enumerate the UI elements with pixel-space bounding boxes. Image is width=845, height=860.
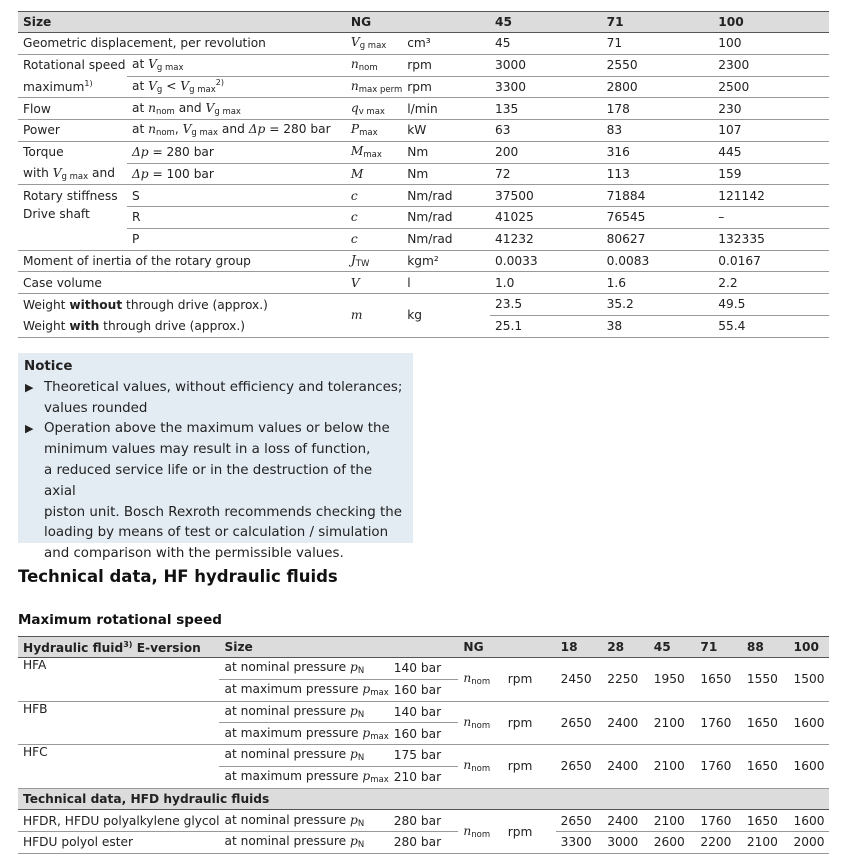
subsection-title: Maximum rotational speed bbox=[18, 612, 222, 628]
row-symbol: $J_{TW}$ bbox=[346, 250, 402, 272]
pressure-value: 280 bar bbox=[389, 832, 459, 854]
table-row bbox=[18, 832, 829, 854]
row-symbol: m bbox=[346, 294, 402, 338]
pressure-value: 160 bar bbox=[389, 679, 459, 701]
cell-value: 178 bbox=[602, 98, 714, 120]
table-row bbox=[18, 54, 829, 76]
row-unit: Nm/rad bbox=[402, 207, 490, 229]
row-unit: kgm² bbox=[402, 250, 490, 272]
cell-value: 3000 bbox=[490, 54, 602, 76]
cell-value: 1760 bbox=[695, 701, 742, 745]
cell-value: 1600 bbox=[789, 701, 830, 745]
speed-symbol: $n_{nom}$ bbox=[458, 810, 502, 854]
row-unit: Nm bbox=[402, 141, 490, 163]
row-label: Drive shaft bbox=[23, 206, 90, 221]
speed-symbol: $n_{nom}$ bbox=[458, 658, 502, 702]
pressure-label: at nominal pressure $p_N$ bbox=[219, 810, 388, 832]
cell-value: 2200 bbox=[695, 832, 742, 854]
cell-value: 37500 bbox=[490, 185, 602, 207]
cell-value: 1550 bbox=[742, 658, 789, 702]
fluid-name: HFDR, HFDU polyalkylene glycol bbox=[18, 810, 219, 832]
row-label: maximum$^{1)}$ bbox=[18, 76, 127, 98]
table-row bbox=[18, 33, 829, 55]
cell-value: 25.1 bbox=[490, 315, 602, 337]
header-col: 18 bbox=[556, 637, 603, 658]
table-row bbox=[18, 163, 829, 185]
cell-value: 38 bbox=[602, 315, 714, 337]
cell-value: 0.0167 bbox=[713, 250, 829, 272]
pressure-value: 160 bar bbox=[389, 723, 459, 745]
notice-line: loading by means of test or calculation / simulation bbox=[44, 525, 389, 541]
row-condition: S bbox=[127, 185, 346, 207]
pressure-label: at maximum pressure $p_{max}$ bbox=[219, 723, 388, 745]
row-unit: Nm bbox=[402, 163, 490, 185]
cell-value: 2650 bbox=[556, 810, 603, 832]
table-row bbox=[18, 250, 829, 272]
cell-value: 159 bbox=[713, 163, 829, 185]
cell-value: 71 bbox=[602, 33, 714, 55]
cell-value: 76545 bbox=[602, 207, 714, 229]
header-size: Size bbox=[219, 637, 458, 658]
cell-value: 80627 bbox=[602, 228, 714, 250]
row-condition: Δp = 100 bar bbox=[127, 163, 346, 185]
row-condition: Δp = 280 bar bbox=[127, 141, 346, 163]
row-symbol: c bbox=[346, 228, 402, 250]
displacement-data-table bbox=[18, 11, 829, 338]
row-label: Rotary stiffness bbox=[23, 188, 118, 203]
notice-line: and comparison with the permissible values. bbox=[44, 546, 344, 562]
fluid-name: HFC bbox=[18, 745, 219, 789]
cell-value: 0.0033 bbox=[490, 250, 602, 272]
pressure-label: at nominal pressure $p_N$ bbox=[219, 745, 388, 767]
table-row bbox=[18, 207, 829, 229]
table-row bbox=[18, 185, 829, 207]
cell-value: 100 bbox=[713, 33, 829, 55]
cell-value: 1.6 bbox=[602, 272, 714, 294]
cell-value: 49.5 bbox=[713, 294, 829, 316]
notice-line: Operation above the maximum values or below the bbox=[44, 421, 390, 437]
fluid-name: HFDU polyol ester bbox=[18, 832, 219, 854]
table-row bbox=[18, 120, 829, 142]
cell-value: 2100 bbox=[649, 701, 696, 745]
cell-value: 3300 bbox=[490, 76, 602, 98]
header-col: 100 bbox=[789, 637, 830, 658]
row-label: Moment of inertia of the rotary group bbox=[18, 250, 346, 272]
pressure-label: at nominal pressure $p_N$ bbox=[219, 832, 388, 854]
cell-value: 1500 bbox=[789, 658, 830, 702]
cell-value: 23.5 bbox=[490, 294, 602, 316]
table-subheader-row bbox=[18, 788, 829, 810]
header-45: 45 bbox=[490, 12, 602, 33]
cell-value: 2650 bbox=[556, 701, 603, 745]
bullet-triangle-icon: ▶ bbox=[25, 422, 34, 436]
notice-line: a reduced service life or in the destruction of the axial bbox=[44, 462, 373, 499]
row-label: Weight without through drive (approx.) bbox=[23, 297, 268, 312]
row-label: with $V_{g max}$ and bbox=[18, 163, 127, 185]
section-title: Technical data, HF hydraulic fluids bbox=[18, 567, 338, 586]
cell-value: 2500 bbox=[713, 76, 829, 98]
row-unit: rpm bbox=[402, 76, 490, 98]
row-condition: P bbox=[127, 228, 346, 250]
cell-value: 107 bbox=[713, 120, 829, 142]
table-header-row bbox=[18, 12, 829, 33]
cell-value: 0.0083 bbox=[602, 250, 714, 272]
row-label-empty bbox=[18, 228, 127, 250]
cell-value: 2800 bbox=[602, 76, 714, 98]
cell-value: 1760 bbox=[695, 745, 742, 789]
cell-value: 2250 bbox=[602, 658, 649, 702]
notice-item bbox=[24, 378, 407, 420]
header-ng: NG bbox=[458, 637, 555, 658]
cell-value: 41232 bbox=[490, 228, 602, 250]
pressure-label: at maximum pressure $p_{max}$ bbox=[219, 766, 388, 788]
row-label: Weight with through drive (approx.) bbox=[18, 315, 346, 337]
row-unit: kW bbox=[402, 120, 490, 142]
speed-unit: rpm bbox=[503, 745, 556, 789]
notice-box bbox=[18, 353, 413, 562]
cell-value: 2400 bbox=[602, 745, 649, 789]
cell-value: 1950 bbox=[649, 658, 696, 702]
cell-value: 2400 bbox=[602, 701, 649, 745]
notice-line: minimum values may result in a loss of function, bbox=[44, 442, 371, 458]
speed-symbol: $n_{nom}$ bbox=[458, 745, 502, 789]
cell-value: 63 bbox=[490, 120, 602, 142]
speed-symbol: $n_{nom}$ bbox=[458, 701, 502, 745]
row-symbol: c bbox=[346, 185, 402, 207]
hfd-title: Technical data, HFD hydraulic fluids bbox=[18, 788, 829, 810]
cell-value: 2.2 bbox=[713, 272, 829, 294]
row-symbol: V bbox=[346, 272, 402, 294]
cell-value: 1.0 bbox=[490, 272, 602, 294]
speed-unit: rpm bbox=[503, 658, 556, 702]
pressure-value: 280 bar bbox=[389, 810, 459, 832]
row-label: Geometric displacement, per revolution bbox=[18, 33, 346, 55]
cell-value: 2600 bbox=[649, 832, 696, 854]
cell-value: 35.2 bbox=[602, 294, 714, 316]
cell-value: 445 bbox=[713, 141, 829, 163]
cell-value: 2100 bbox=[649, 745, 696, 789]
row-symbol: $n_{max perm}$ bbox=[346, 76, 402, 98]
pressure-value: 140 bar bbox=[389, 701, 459, 723]
table-row bbox=[18, 658, 829, 680]
row-unit: Nm/rad bbox=[402, 185, 490, 207]
row-condition: at $V_g < V_{g max}^{2)}$ bbox=[127, 76, 346, 98]
table-row bbox=[18, 141, 829, 163]
table-row bbox=[18, 810, 829, 832]
speed-unit: rpm bbox=[503, 810, 556, 854]
row-condition: at $n_{nom}$ and $V_{g max}$ bbox=[127, 98, 346, 120]
header-ng: NG bbox=[346, 12, 490, 33]
cell-value: 2550 bbox=[602, 54, 714, 76]
cell-value: 113 bbox=[602, 163, 714, 185]
fluid-name: HFA bbox=[18, 658, 219, 702]
cell-value: – bbox=[713, 207, 829, 229]
pressure-label: at nominal pressure $p_N$ bbox=[219, 658, 388, 680]
row-unit: l/min bbox=[402, 98, 490, 120]
cell-value: 2400 bbox=[602, 810, 649, 832]
row-symbol: $P_{max}$ bbox=[346, 120, 402, 142]
cell-value: 121142 bbox=[713, 185, 829, 207]
cell-value: 132335 bbox=[713, 228, 829, 250]
table-row bbox=[18, 272, 829, 294]
row-label: Torque bbox=[23, 145, 64, 160]
table-row bbox=[18, 76, 829, 98]
row-symbol: M bbox=[346, 163, 402, 185]
row-symbol: $n_{nom}$ bbox=[346, 54, 402, 76]
bullet-triangle-icon: ▶ bbox=[25, 380, 34, 394]
header-100: 100 bbox=[713, 12, 829, 33]
cell-value: 41025 bbox=[490, 207, 602, 229]
cell-value: 200 bbox=[490, 141, 602, 163]
row-unit: rpm bbox=[402, 54, 490, 76]
cell-value: 1650 bbox=[695, 658, 742, 702]
row-unit: kg bbox=[402, 294, 490, 338]
row-unit: l bbox=[402, 272, 490, 294]
header-col: 45 bbox=[649, 637, 696, 658]
speed-unit: rpm bbox=[503, 701, 556, 745]
cell-value: 3300 bbox=[556, 832, 603, 854]
table-row bbox=[18, 701, 829, 723]
cell-value: 55.4 bbox=[713, 315, 829, 337]
header-col: 28 bbox=[602, 637, 649, 658]
pressure-label: at maximum pressure $p_{max}$ bbox=[219, 679, 388, 701]
header-col: 71 bbox=[695, 637, 742, 658]
notice-title: Notice bbox=[24, 359, 73, 374]
header-71: 71 bbox=[602, 12, 714, 33]
cell-value: 230 bbox=[713, 98, 829, 120]
row-label: Power bbox=[18, 120, 127, 142]
row-unit: Nm/rad bbox=[402, 228, 490, 250]
header-size: Size bbox=[18, 12, 346, 33]
row-symbol: $M_{max}$ bbox=[346, 141, 402, 163]
pressure-value: 175 bar bbox=[389, 745, 459, 767]
cell-value: 1650 bbox=[742, 701, 789, 745]
cell-value: 2300 bbox=[713, 54, 829, 76]
row-label: Rotational speed bbox=[23, 58, 126, 73]
cell-value: 83 bbox=[602, 120, 714, 142]
cell-value: 316 bbox=[602, 141, 714, 163]
cell-value: 1650 bbox=[742, 745, 789, 789]
cell-value: 2100 bbox=[742, 832, 789, 854]
cell-value: 1650 bbox=[742, 810, 789, 832]
table-row bbox=[18, 98, 829, 120]
row-condition: at $V_{g max}$ bbox=[127, 54, 346, 76]
row-symbol: c bbox=[346, 207, 402, 229]
notice-line: values rounded bbox=[44, 400, 148, 416]
table-row bbox=[18, 745, 829, 767]
fluid-name: HFB bbox=[18, 701, 219, 745]
row-unit: cm³ bbox=[402, 33, 490, 55]
table-row bbox=[18, 228, 829, 250]
pressure-label: at nominal pressure $p_N$ bbox=[219, 701, 388, 723]
row-symbol: $q_{v max}$ bbox=[346, 98, 402, 120]
cell-value: 135 bbox=[490, 98, 602, 120]
cell-value: 1600 bbox=[789, 810, 830, 832]
rotational-speed-table bbox=[18, 636, 829, 854]
cell-value: 1760 bbox=[695, 810, 742, 832]
notice-item bbox=[24, 419, 407, 565]
table-row bbox=[18, 294, 829, 316]
cell-value: 2450 bbox=[556, 658, 603, 702]
pressure-value: 210 bar bbox=[389, 766, 459, 788]
notice-line: Theoretical values, without efficiency and tolerances; bbox=[44, 379, 403, 395]
pressure-value: 140 bar bbox=[389, 658, 459, 680]
row-label: Flow bbox=[18, 98, 127, 120]
cell-value: 3000 bbox=[602, 832, 649, 854]
cell-value: 1600 bbox=[789, 745, 830, 789]
cell-value: 2000 bbox=[789, 832, 830, 854]
cell-value: 2100 bbox=[649, 810, 696, 832]
header-fluid: Hydraulic fluid$^{3)}$ E-version bbox=[18, 637, 219, 658]
cell-value: 71884 bbox=[602, 185, 714, 207]
cell-value: 72 bbox=[490, 163, 602, 185]
row-label: Case volume bbox=[18, 272, 346, 294]
table-header-row bbox=[18, 637, 829, 658]
row-symbol: $V_{g max}$ bbox=[346, 33, 402, 55]
row-condition: R bbox=[127, 207, 346, 229]
cell-value: 2650 bbox=[556, 745, 603, 789]
cell-value: 45 bbox=[490, 33, 602, 55]
row-condition: at $n_{nom}$, $V_{g max}$ and Δp = 280 bar bbox=[127, 120, 346, 142]
notice-line: piston unit. Bosch Rexroth recommends checking the bbox=[44, 504, 403, 520]
header-col: 88 bbox=[742, 637, 789, 658]
